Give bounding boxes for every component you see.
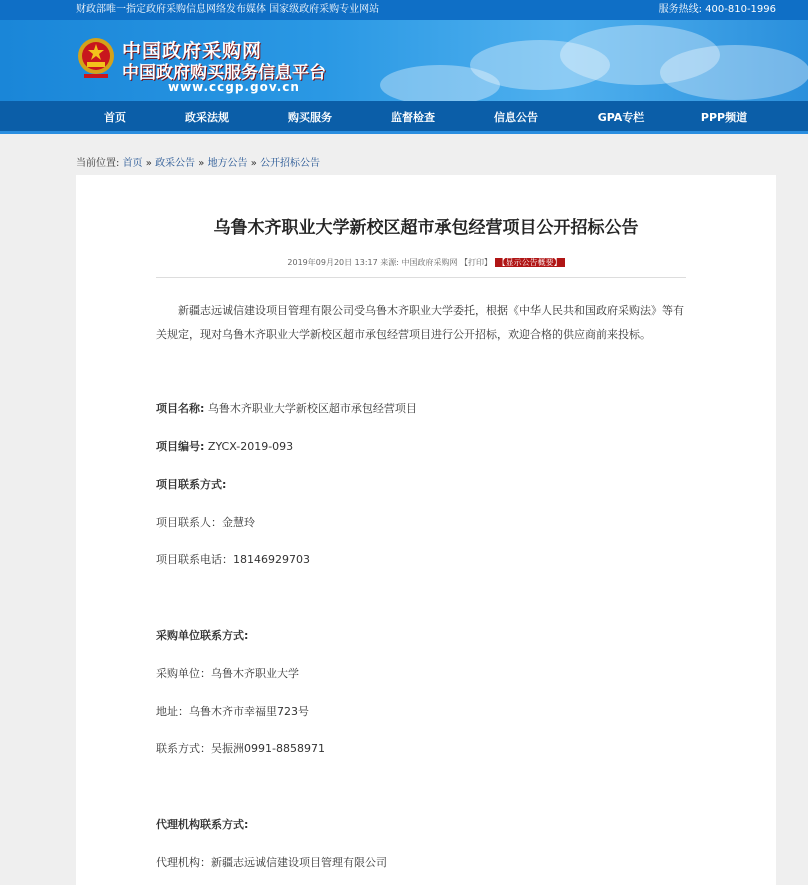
breadcrumb-open-tender[interactable]: 公开招标公告 [260, 158, 321, 169]
project-no-label: 项目编号: [156, 440, 205, 453]
hotline-number: 400-810-1996 [705, 4, 776, 15]
project-contact-phone: 项目联系电话：18146929703 [156, 553, 310, 566]
hotline [659, 0, 776, 20]
nav-item-announcements[interactable]: 信息公告 [494, 111, 538, 124]
hotline-label: 服务热线: [658, 4, 702, 15]
title-divider [156, 277, 686, 278]
project-name-value: 乌鲁木齐职业大学新校区超市承包经营项目 [207, 402, 417, 415]
project-no-row [156, 438, 293, 454]
agency-heading [156, 816, 248, 832]
agency-heading-text: 代理机构联系方式: [156, 818, 249, 831]
agency-name: 代理机构：新疆志远诚信建设项目管理有限公司 [156, 856, 387, 869]
site-title[interactable]: 中国政府采购网 [122, 40, 263, 62]
nav-item-supervision[interactable]: 监督检查 [391, 111, 435, 124]
breadcrumb-gov-announcements[interactable]: 政采公告 [155, 158, 196, 169]
buyer-address: 地址：乌鲁木齐市幸福里723号 [156, 705, 309, 718]
project-name-label: 项目名称: [156, 402, 205, 415]
article-meta-text: 2019年09月20日 13:17 来源: 中国政府采购网 【打印】 [287, 258, 493, 267]
article-intro: 新疆志远诚信建设项目管理有限公司受乌鲁木齐职业大学委托，根据《中华人民共和国政府采购法》等有关规定，现对乌鲁木齐职业大学新校区超市承包经营项目进行公开招标，欢迎合格的供应商前来投标。 [156, 304, 684, 341]
project-contact-heading [156, 476, 226, 492]
nav-item-regulations[interactable]: 政采法规 [185, 111, 229, 124]
show-summary-button[interactable]: 【显示公告概要】 [495, 258, 565, 267]
nav-item-ppp[interactable]: PPP频道 [700, 111, 748, 124]
cloud-decoration [380, 65, 500, 101]
breadcrumb [76, 154, 320, 169]
national-emblem-icon[interactable] [76, 36, 116, 80]
breadcrumb-home[interactable]: 首页 [122, 158, 143, 169]
top-info-bar [0, 0, 808, 20]
nav-item-purchase-services[interactable]: 购买服务 [288, 111, 332, 124]
breadcrumb-local-announcements[interactable]: 地方公告 [207, 158, 248, 169]
project-contact-person: 项目联系人：金慧玲 [156, 516, 255, 529]
site-subtitle: 中国政府购买服务信息平台 [122, 63, 326, 83]
article-meta [76, 257, 776, 268]
project-name-row [156, 400, 417, 416]
site-url: www.ccgp.gov.cn [168, 80, 300, 94]
nav-item-home[interactable]: 首页 [104, 111, 126, 124]
breadcrumb-separator: » [145, 158, 152, 169]
breadcrumb-separator: » [250, 158, 257, 169]
buyer-heading-text: 采购单位联系方式: [156, 629, 249, 642]
buyer-heading [156, 627, 248, 643]
article-card [76, 175, 776, 885]
site-slogan: 财政部唯一指定政府采购信息网络发布媒体 国家级政府采购专业网站 [76, 4, 380, 15]
breadcrumb-label: 当前位置: [76, 158, 120, 169]
main-nav [0, 101, 808, 134]
site-banner [0, 20, 808, 101]
project-contact-heading-text: 项目联系方式: [156, 478, 227, 491]
project-no-value: ZYCX-2019-093 [207, 440, 294, 453]
breadcrumb-separator: » [198, 158, 205, 169]
buyer-contact: 联系方式：吴振洲0991-8858971 [156, 742, 325, 755]
cloud-decoration [660, 45, 808, 100]
article-title: 乌鲁木齐职业大学新校区超市承包经营项目公开招标公告 [213, 218, 639, 238]
nav-item-gpa[interactable]: GPA专栏 [597, 111, 645, 124]
buyer-unit: 采购单位：乌鲁木齐职业大学 [156, 667, 299, 680]
